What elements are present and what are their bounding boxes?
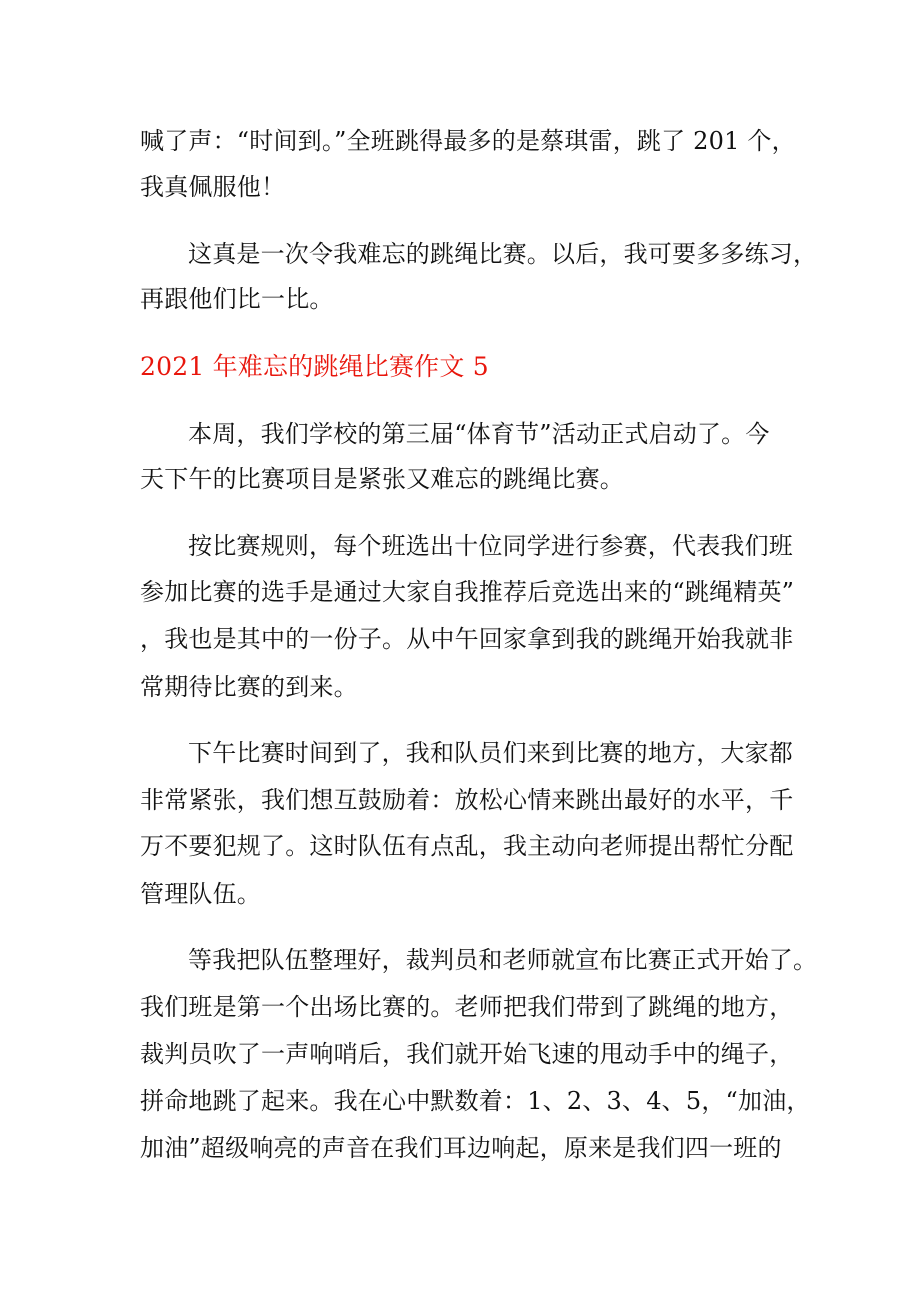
text-line: 常期待比赛的到来。 (140, 673, 358, 701)
text-line: 我们班是第一个出场比赛的。老师把我们带到了跳绳的地方， (140, 993, 794, 1021)
text-line: 管理队伍。 (140, 880, 261, 908)
text-line: 再跟他们比一比。 (140, 285, 334, 313)
text-line: 万不要犯规了。这时队伍有点乱，我主动向老师提出帮忙分配 (140, 832, 794, 860)
text-line: 下午比赛时间到了，我和队员们来到比赛的地方，大家都 (188, 739, 793, 767)
text-line: 加油”超级响亮的声音在我们耳边响起，原来是我们四一班的 (140, 1134, 782, 1162)
text-line: 参加比赛的选手是通过大家自我推荐后竞选出来的“跳绳精英” (140, 578, 795, 606)
text-line: 喊了声：“时间到。”全班跳得最多的是蔡琪雷，跳了 201 个， (140, 127, 796, 155)
text-line: 按比赛规则，每个班选出十位同学进行参赛，代表我们班 (188, 532, 793, 560)
section-heading: 2021 年难忘的跳绳比赛作文 5 (140, 352, 489, 381)
text-line: ，我也是其中的一份子。从中午回家拿到我的跳绳开始我就非 (140, 625, 794, 653)
text-line: 我真佩服他！ (140, 173, 286, 201)
text-line: 非常紧张，我们想互鼓励着：放松心情来跳出最好的水平，千 (140, 786, 794, 814)
text-line: 裁判员吹了一声响哨后，我们就开始飞速的甩动手中的绳子， (140, 1040, 794, 1068)
text-line: 拼命地跳了起来。我在心中默数着：1、2、3、4、5，“加油， (140, 1087, 811, 1115)
text-line: 本周，我们学校的第三届“体育节”活动正式启动了。今 (188, 420, 770, 448)
text-line: 这真是一次令我难忘的跳绳比赛。以后，我可要多多练习， (188, 240, 818, 268)
text-line: 等我把队伍整理好，裁判员和老师就宣布比赛正式开始了。 (188, 946, 818, 974)
text-line: 天下午的比赛项目是紧张又难忘的跳绳比赛。 (140, 465, 624, 493)
